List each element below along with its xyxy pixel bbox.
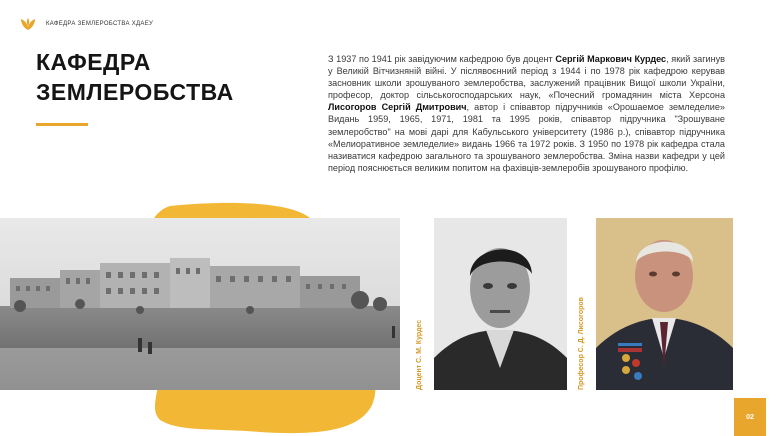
header (20, 16, 153, 32)
body-name-kurdes: Сергій Маркович Курдес (555, 54, 667, 64)
history-paragraph (328, 53, 725, 174)
title-line-2: ЗЕМЛЕРОБСТВА (36, 79, 234, 105)
page-title (36, 47, 276, 107)
page-number: 02 (734, 398, 766, 436)
body-text-1: З 1937 по 1941 рік завідуючим кафедрою був доцент (328, 54, 556, 64)
body-text-3: , автор і співавтор підручників «Орошаемое земледелие» Видань 1959, 1965, 1971, 1981 та 1995 років, співавтор підручника "Зрошуване землеробство" на мові дарі для Кабульського університету (1986 р.), співавтор підручника «Мелиоративное земледелие» видань 1966 та 1972 років. З 1950 по 1978 рік кафедра стала називатися кафедрою загального та зрошуваного землеробства. Зміна назви кафедри у цей період пояснюється великим попитом на фахівців-землеробів зрошуваного профілю. (328, 102, 725, 173)
caption-lysohorov: Професор С. Д. Лисогоров (578, 297, 585, 390)
caption-kurdes: Доцент С. М. Курдес (416, 319, 423, 390)
portrait-lysohorov-photo (596, 218, 733, 390)
building-photo (0, 218, 400, 390)
title-line-1: КАФЕДРА (36, 49, 151, 75)
portrait-kurdes-photo (434, 218, 567, 390)
wheat-leaf-logo-icon (20, 17, 36, 31)
body-name-lysohorov: Лисогоров Сергій Дмитрович (328, 102, 467, 113)
title-underline (36, 123, 88, 126)
header-label: КАФЕДРА ЗЕМЛЕРОБСТВА ХДАЕУ (46, 21, 154, 27)
body-text-2: , який загинув у Великій Вітчизняній війні. У післявоєнний період з 1944 і по 1978 рік кафедрою керував засновник школи зрошуваного землеробства, заслужений працівник Вищої школи України, професор, доктор сільськогосподарських наук, «Почесний громадянин міста Херсона (328, 54, 726, 101)
